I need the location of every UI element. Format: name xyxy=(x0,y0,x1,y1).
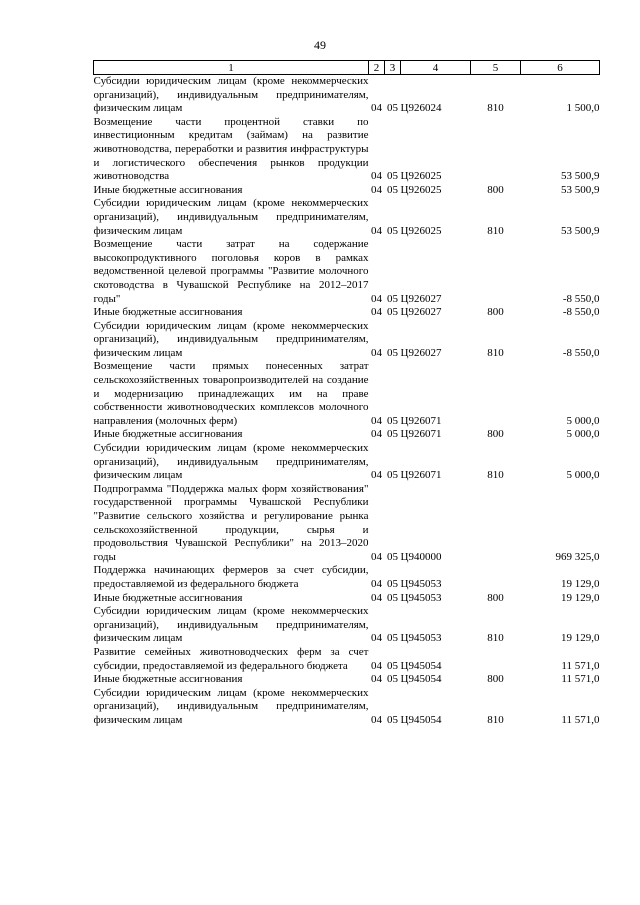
row-amount: -8 550,0 xyxy=(562,292,600,305)
row-section: 04 xyxy=(371,577,382,590)
table-body xyxy=(94,75,600,728)
header-col-1: 1 xyxy=(94,61,369,75)
header-col-6: 6 xyxy=(521,61,600,75)
row-expense-type xyxy=(471,360,521,428)
row-target-code: Ц926025 xyxy=(400,170,442,183)
row-subsection: 05 xyxy=(387,632,398,645)
row-section: 04 xyxy=(371,183,382,196)
row-amount: 5 000,0 xyxy=(566,469,600,482)
row-section: 04 xyxy=(371,292,382,305)
row-name: Иные бюджетные ассигнования xyxy=(93,428,243,441)
row-expense-type: 810 xyxy=(487,713,504,726)
row-section: 04 xyxy=(371,591,382,604)
row-expense-type: 810 xyxy=(487,632,504,645)
row-target-code: Ц926027 xyxy=(400,306,442,319)
row-name: Поддержка начинающих фермеров за счет субсидии, предоставляемой из федерального бюджета xyxy=(93,564,369,590)
table-row xyxy=(94,483,600,565)
row-amount: 11 571,0 xyxy=(561,713,600,726)
header-col-4: 4 xyxy=(401,61,471,75)
row-subsection: 05 xyxy=(387,346,398,359)
row-section: 04 xyxy=(371,659,382,672)
row-name: Субсидии юридическим лицам (кроме некоммерческих организаций), индивидуальным предпринимателям, физическим лицам xyxy=(93,197,369,237)
row-name: Субсидии юридическим лицам (кроме некоммерческих организаций), индивидуальным предпринимателям, физическим лицам xyxy=(93,686,369,726)
table-row xyxy=(94,442,600,483)
row-subsection: 05 xyxy=(387,102,398,115)
page-number: 49 xyxy=(314,38,326,52)
row-amount: 19 129,0 xyxy=(561,591,600,604)
row-name: Развитие семейных животноводческих ферм за счет субсидии, предоставляемой из федерального бюджета xyxy=(93,645,369,672)
row-amount: 1 500,0 xyxy=(566,102,600,115)
row-section: 04 xyxy=(371,170,382,183)
row-target-code: Ц945054 xyxy=(400,713,442,726)
row-expense-type: 800 xyxy=(487,591,504,604)
row-amount: 5 000,0 xyxy=(566,414,600,427)
header-col-5: 5 xyxy=(471,61,521,75)
row-amount: 53 500,9 xyxy=(561,183,600,196)
row-amount: -8 550,0 xyxy=(562,346,600,359)
row-section: 04 xyxy=(371,306,382,319)
row-target-code: Ц945054 xyxy=(400,659,442,672)
row-expense-type xyxy=(471,238,521,306)
table-row xyxy=(94,687,600,728)
row-expense-type: 810 xyxy=(487,102,504,115)
row-target-code: Ц926025 xyxy=(400,224,442,237)
row-target-code: Ц926071 xyxy=(400,428,442,441)
row-subsection: 05 xyxy=(387,577,398,590)
table-row xyxy=(94,673,600,687)
row-expense-type xyxy=(471,646,521,673)
row-target-code: Ц945053 xyxy=(400,577,442,590)
row-amount: 5 000,0 xyxy=(566,428,600,441)
row-amount: 53 500,9 xyxy=(561,170,600,183)
row-name: Иные бюджетные ассигнования xyxy=(93,306,243,319)
row-subsection: 05 xyxy=(387,591,398,604)
table-row xyxy=(94,184,600,198)
row-amount: 19 129,0 xyxy=(561,577,600,590)
row-subsection: 05 xyxy=(387,224,398,237)
row-subsection: 05 xyxy=(387,469,398,482)
table-row xyxy=(94,197,600,238)
row-name: Субсидии юридическим лицам (кроме некоммерческих организаций), индивидуальным предпринимателям, физическим лицам xyxy=(93,75,369,115)
row-subsection: 05 xyxy=(387,673,398,686)
row-section: 04 xyxy=(371,428,382,441)
row-amount: 19 129,0 xyxy=(561,632,600,645)
row-name: Иные бюджетные ассигнования xyxy=(93,183,243,196)
table-row xyxy=(94,75,600,116)
table-row xyxy=(94,116,600,184)
row-name: Возмещение части процентной ставки по инвестиционным кредитам (займам) на развитие животноводства, переработки и развития инфраструктуры и логистического обеспечения рынков продукции животноводства xyxy=(93,115,369,183)
header-col-3: 3 xyxy=(385,61,401,75)
row-subsection: 05 xyxy=(387,292,398,305)
row-name: Субсидии юридическим лицам (кроме некоммерческих организаций), индивидуальным предпринимателям, физическим лицам xyxy=(93,442,369,482)
row-subsection: 05 xyxy=(387,170,398,183)
table-row xyxy=(94,605,600,646)
row-subsection: 05 xyxy=(387,306,398,319)
table-row xyxy=(94,564,600,591)
row-expense-type: 810 xyxy=(487,346,504,359)
row-amount: 11 571,0 xyxy=(561,659,600,672)
row-subsection: 05 xyxy=(387,659,398,672)
row-name: Субсидии юридическим лицам (кроме некоммерческих организаций), индивидуальным предпринимателям, физическим лицам xyxy=(93,605,369,645)
row-section: 04 xyxy=(371,102,382,115)
row-section: 04 xyxy=(371,632,382,645)
row-target-code: Ц926071 xyxy=(400,469,442,482)
table-row xyxy=(94,360,600,428)
row-section: 04 xyxy=(371,346,382,359)
row-name: Иные бюджетные ассигнования xyxy=(93,591,243,604)
row-expense-type xyxy=(471,564,521,591)
row-section: 04 xyxy=(371,713,382,726)
row-section: 04 xyxy=(371,414,382,427)
row-amount: 11 571,0 xyxy=(561,673,600,686)
table-row xyxy=(94,238,600,306)
row-expense-type: 810 xyxy=(487,224,504,237)
row-subsection: 05 xyxy=(387,550,398,563)
row-expense-type xyxy=(471,116,521,184)
row-name: Иные бюджетные ассигнования xyxy=(93,673,243,686)
row-target-code: Ц926025 xyxy=(400,183,442,196)
row-expense-type: 810 xyxy=(487,469,504,482)
table-row xyxy=(94,592,600,606)
row-target-code: Ц945053 xyxy=(400,591,442,604)
row-target-code: Ц940000 xyxy=(400,550,442,563)
row-expense-type: 800 xyxy=(487,673,504,686)
row-section: 04 xyxy=(371,550,382,563)
header-col-2: 2 xyxy=(369,61,385,75)
row-section: 04 xyxy=(371,673,382,686)
row-target-code: Ц926024 xyxy=(400,102,442,115)
table-header-row xyxy=(94,61,600,75)
row-subsection: 05 xyxy=(387,414,398,427)
row-expense-type xyxy=(471,483,521,565)
row-name: Подпрограмма "Поддержка малых форм хозяйствования" государственной программы Чувашской Республики "Развитие сельского хозяйства и регулирование рынка сельскохозяйственной продукции, сырья и продовольствия Чувашской Республики" на 2013–2020 годы xyxy=(93,482,369,563)
budget-table xyxy=(93,60,600,728)
row-amount: 53 500,9 xyxy=(561,224,600,237)
table-row xyxy=(94,306,600,320)
row-target-code: Ц926027 xyxy=(400,292,442,305)
table-row xyxy=(94,646,600,673)
row-expense-type: 800 xyxy=(487,306,504,319)
row-amount: -8 550,0 xyxy=(562,306,600,319)
row-target-code: Ц926027 xyxy=(400,346,442,359)
row-section: 04 xyxy=(371,224,382,237)
row-subsection: 05 xyxy=(387,183,398,196)
row-name: Возмещение части затрат на содержание высокопродуктивного поголовья коров в рамках ведомственной целевой программы "Развитие молочного скотоводства в Чувашской Республике на 2012–2017 годы" xyxy=(93,238,369,305)
row-target-code: Ц945054 xyxy=(400,673,442,686)
row-section: 04 xyxy=(371,469,382,482)
row-name: Возмещение части прямых понесенных затрат сельскохозяйственных товаропроизводителей на создание и модернизацию принадлежащих им на праве собственности животноводческих комплексов молочного направления (молочных ферм) xyxy=(93,360,369,427)
row-name: Субсидии юридическим лицам (кроме некоммерческих организаций), индивидуальным предпринимателям, физическим лицам xyxy=(93,319,369,359)
row-subsection: 05 xyxy=(387,713,398,726)
row-amount: 969 325,0 xyxy=(555,550,600,563)
row-expense-type: 800 xyxy=(487,183,504,196)
row-target-code: Ц926071 xyxy=(400,414,442,427)
table-row xyxy=(94,320,600,361)
table-row xyxy=(94,428,600,442)
row-expense-type: 800 xyxy=(487,428,504,441)
row-target-code: Ц945053 xyxy=(400,632,442,645)
row-subsection: 05 xyxy=(387,428,398,441)
